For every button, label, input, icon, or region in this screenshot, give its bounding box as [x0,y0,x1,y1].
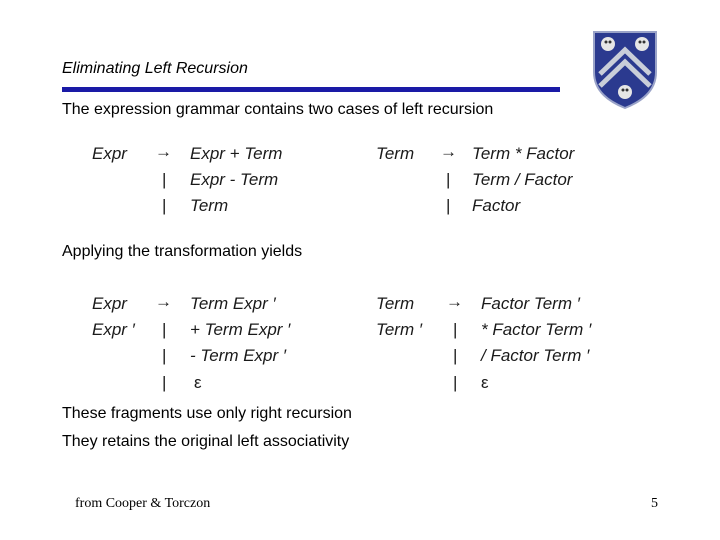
g2-expr-rule-3: ε [194,373,202,392]
g2-expr-lhs2: Expr ′ [92,320,135,339]
g1-expr-rule-2: Expr - Term [190,170,279,189]
g2-expr-rule-2: - Term Expr ′ [190,346,287,365]
g1-term-lhs: Term [376,144,415,163]
g2-term-lhs1: Term [376,294,415,313]
g2-term-lhs2: Term ′ [376,320,423,339]
g2-term-bar-2: | [453,346,458,365]
intro-text: The expression grammar contains two cases of left recursion [62,101,494,118]
g1-expr-rule-1: Expr + Term [190,144,283,163]
g2-term-rule-2: / Factor Term ′ [481,346,590,365]
footer-credit: from Cooper & Torczon [75,496,211,511]
g2-expr-bar-2: | [162,346,167,365]
g1-term-arrow: → [440,142,457,161]
g1-expr-rule-3: Term [190,196,229,215]
g2-expr-rhs1: Term Expr ′ [190,294,276,313]
g2-term-bar-3: | [453,373,458,392]
g1-expr-bar-2: | [162,196,167,215]
g2-term-rule-1: * Factor Term ′ [481,320,592,339]
g2-expr-arrow: → [155,292,172,311]
g2-expr-bar-1: | [162,320,167,339]
g1-term-rule-2: Term / Factor [472,170,573,189]
g1-term-rule-1: Term * Factor [472,144,575,163]
g2-term-bar-1: | [453,320,458,339]
g2-term-rule-3: ε [481,373,489,392]
g1-expr-bar-1: | [162,170,167,189]
university-shield-owls-icon [590,28,660,110]
title-underline [62,87,560,92]
associativity-note: They retains the original left associativity [62,433,350,450]
g2-term-arrow: → [446,292,463,311]
g2-expr-rule-1: + Term Expr ′ [190,320,291,339]
g1-term-bar-1: | [446,170,451,189]
page-number: 5 [651,496,658,511]
g2-term-rhs1: Factor Term ′ [481,294,580,313]
g1-term-bar-2: | [446,196,451,215]
g2-expr-bar-3: | [162,373,167,392]
slide-title: Eliminating Left Recursion [62,60,248,77]
transformation-text: Applying the transformation yields [62,243,303,260]
g1-term-rule-3: Factor [472,196,521,215]
g1-expr-lhs: Expr [92,144,127,163]
right-recursion-note: These fragments use only right recursion [62,405,352,422]
g2-expr-lhs1: Expr [92,294,127,313]
g1-expr-arrow: → [155,142,172,161]
